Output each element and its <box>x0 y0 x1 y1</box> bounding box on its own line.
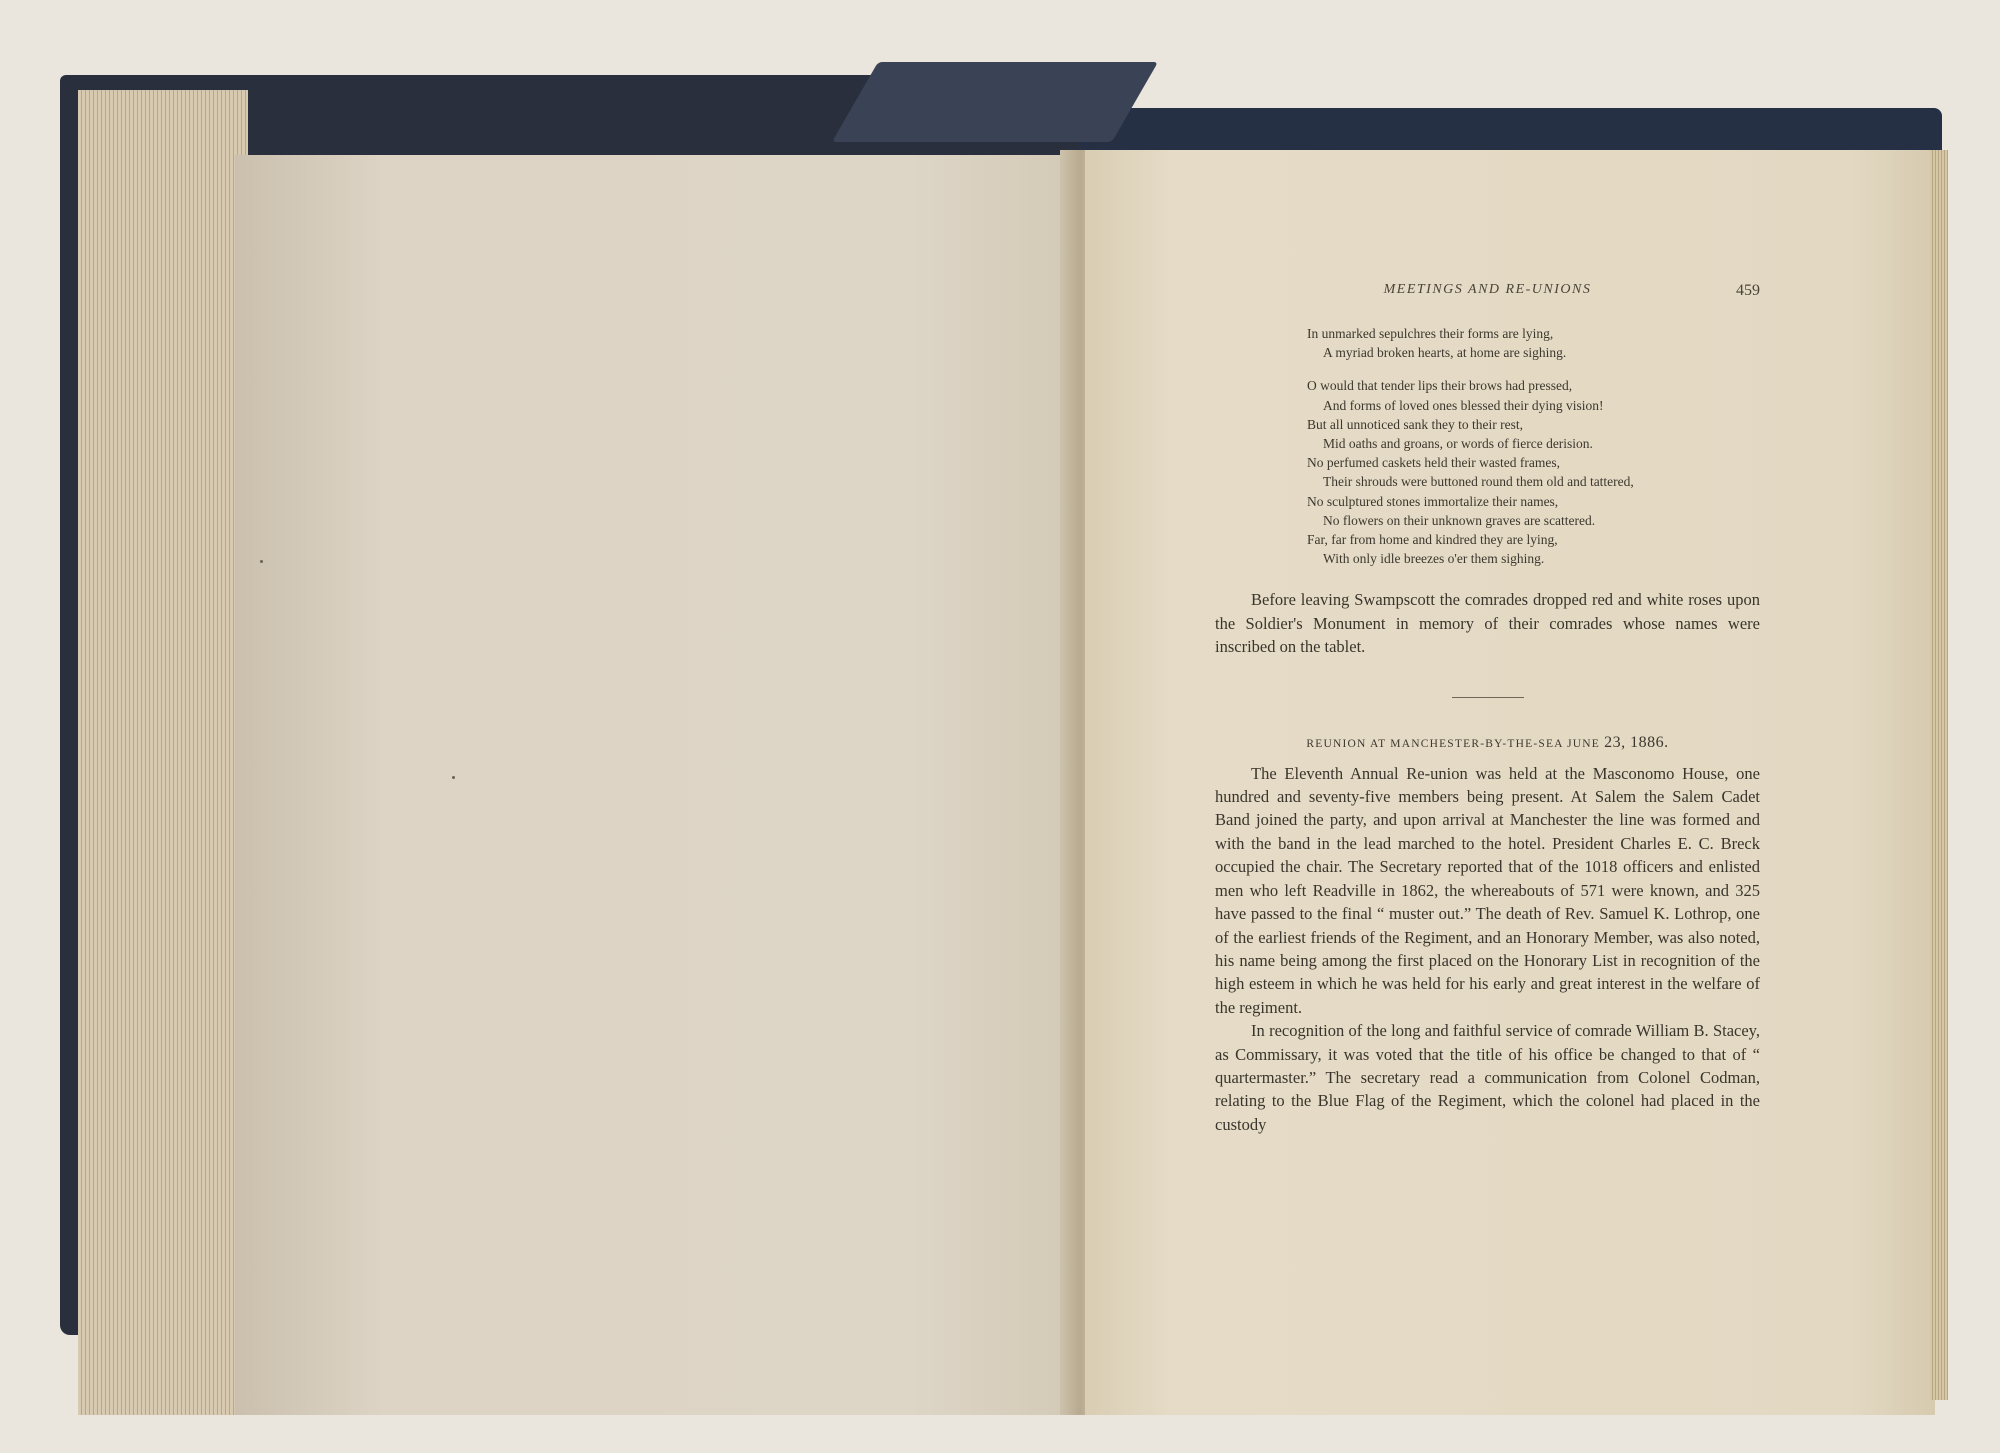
torn-spine <box>832 62 1158 142</box>
poem-line: But all unnoticed sank they to their rest, <box>1307 416 1523 432</box>
poem-line: Far, far from home and kindred they are lying, <box>1307 532 1558 548</box>
poem-line: Mid oaths and groans, or words of fierce derision. <box>1323 436 1593 452</box>
paragraph-reunion: The Eleventh Annual Re-union was held at the Masconomo House, one hundred and seventy-five members being present. At Salem the Salem Cadet Band joined the party, and upon arrival at Manchester the line was formed and with the band in the lead marched to the hotel. President Charles E. C. Breck occupied the chair. The Secretary reported that of the 1018 officers and enlisted men who left Readville in 1862, the whereabouts of 571 were known, and 325 have passed to the final “ muster out.” The death of Rev. Samuel K. Lothrop, one of the earliest friends of the Regiment, and an Honorary Member, was also noted, his name being among the first placed on the Honorary List in recognition of the high esteem in which he was held for his early and great interest in the welfare of the regiment. <box>1215 763 1760 1017</box>
poem-line: No sculptured stones immortalize their names, <box>1307 493 1559 509</box>
running-head-title: MEETINGS AND RE-UNIONS <box>1383 282 1592 297</box>
section-divider <box>1452 697 1524 698</box>
poem-line: In unmarked sepulchres their forms are lying, <box>1307 326 1554 341</box>
page-number: 459 <box>1736 282 1760 299</box>
poem <box>1215 324 1760 568</box>
poem-line: O would that tender lips their brows had pressed, <box>1307 378 1573 394</box>
poem-line: With only idle breezes o'er them sighing. <box>1323 551 1545 567</box>
section-heading-date: 23, 1886. <box>1604 733 1669 751</box>
section-heading <box>1215 734 1760 752</box>
section-heading-text: REUNION AT MANCHESTER-BY-THE-SEA JUNE <box>1306 737 1601 750</box>
paper-speck <box>260 560 263 563</box>
paper-speck <box>452 776 455 779</box>
poem-line: Their shrouds were buttoned round them old and tattered, <box>1323 474 1634 490</box>
paragraph-quartermaster: In recognition of the long and faithful service of comrade William B. Stacey, as Commissary, it was voted that the title of his office be changed to that of “ quartermaster.” The secretary read a communication from Colonel Codman, relating to the Blue Flag of the Regiment, which the colonel had placed in the custody <box>1215 1021 1760 1134</box>
poem-line: A myriad broken hearts, at home are sighing. <box>1323 345 1567 361</box>
paragraph-swampscott: Before leaving Swampscott the comrades dropped red and white roses upon the Soldier's Monument in memory of their comrades whose names were inscribed on the tablet. <box>1215 590 1760 657</box>
blank-left-page <box>235 155 1080 1415</box>
running-head <box>1215 282 1760 304</box>
poem-line: No perfumed caskets held their wasted frames, <box>1307 455 1561 471</box>
poem-line: No flowers on their unknown graves are scattered. <box>1323 512 1596 528</box>
page-text-block <box>1215 282 1760 1136</box>
page-edges-right <box>1930 150 1948 1400</box>
page-edges-left <box>78 90 248 1415</box>
poem-line: And forms of loved ones blessed their dying vision! <box>1323 397 1604 413</box>
